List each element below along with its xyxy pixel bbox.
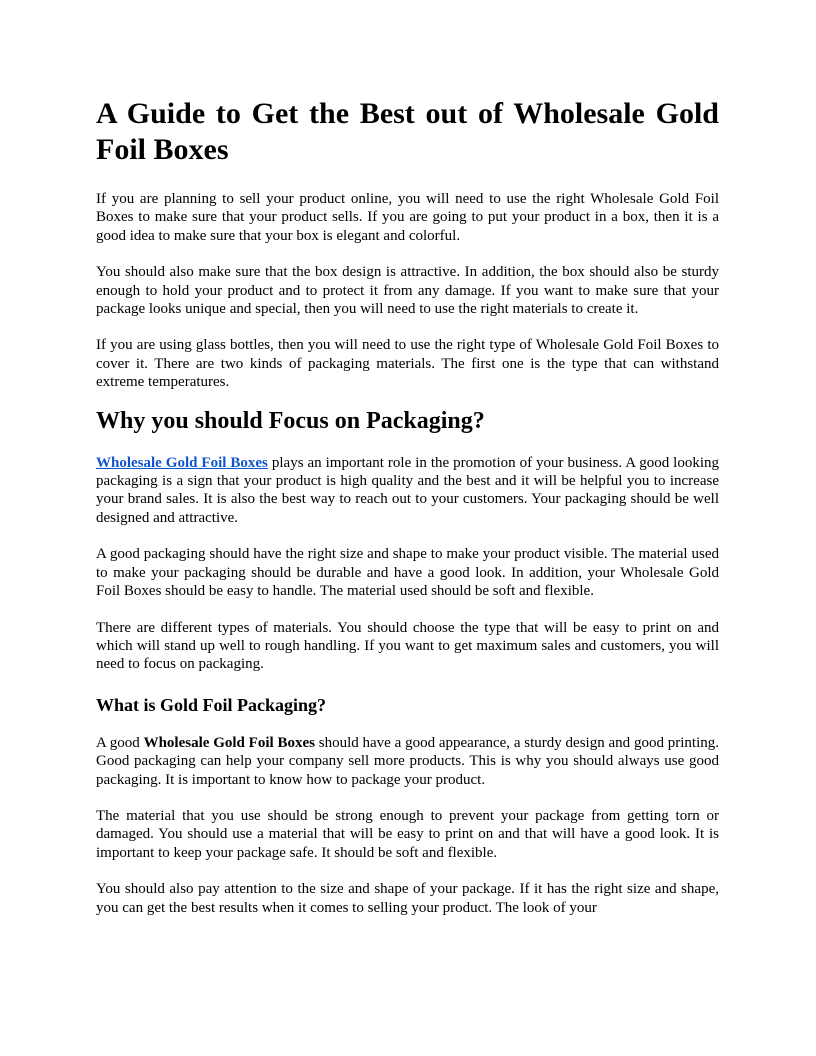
section-heading-why-packaging: Why you should Focus on Packaging? [96, 407, 485, 434]
section2-paragraph-3: You should also pay attention to the size and shape of your package. If it has the right size and shape, you can get the best results when it comes to selling your product. The look of your [96, 881, 719, 916]
section2-paragraph-1-text: should have a good appearance, a sturdy design and good printing. Good packaging can help your company sell more products. This is why you should always use good packaging. It is important to know how to package your product. [96, 734, 719, 788]
intro-paragraph-2: You should also make sure that the box design is attractive. In addition, the box should also be sturdy enough to hold your product and to protect it from any damage. If you want to make sure that your package looks unique and special, then you will need to use the right materials to create it. [96, 264, 719, 318]
document-body [96, 96, 719, 917]
section2-paragraph-1-start: A good [96, 734, 144, 751]
intro-paragraph-3: If you are using glass bottles, then you will need to use the right type of Wholesale Gold Foil Boxes to cover it. There are two kinds of packaging materials. The first one is the type that can withstand extreme temperatures. [96, 337, 719, 391]
intro-paragraph-1: If you are planning to sell your product online, you will need to use the right Wholesale Gold Foil Boxes to make sure that your product sells. If you are going to put your product in a box, then it is a good idea to make sure that your box is elegant and colorful. [96, 191, 719, 244]
wholesale-gold-foil-boxes-link[interactable]: Wholesale Gold Foil Boxes [96, 454, 268, 471]
section1-paragraph-3: There are different types of materials. You should choose the type that will be easy to print on and which will stand up well to rough handling. If you want to get maximum sales and customers, you will need to focus on packaging. [96, 619, 719, 673]
section1-paragraph-1-text: plays an important role in the promotion of your business. A good looking packaging is a sign that your product is high quality and the best and it will be helpful you to increase your brand sales. It is also the best way to reach out to your customers. Your packaging should be well designed and attractive. [96, 454, 719, 526]
title-line-2: Foil Boxes [96, 133, 229, 166]
page-title [96, 96, 719, 168]
section1-paragraph-2: A good packaging should have the right size and shape to make your product visible. The material used to make your packaging should be durable and have a good look. In addition, your Wholesale Gold Foil Boxes should be easy to handle. The material used should be soft and flexible. [96, 546, 719, 600]
section1-paragraph-1 [96, 454, 719, 528]
wholesale-gold-foil-boxes-bold: Wholesale Gold Foil Boxes [143, 734, 315, 751]
section-heading-gold-foil-packaging: What is Gold Foil Packaging? [96, 694, 327, 715]
title-line-1: A Guide to Get the Best out of Wholesale Gold [96, 97, 719, 130]
section2-paragraph-1 [96, 734, 719, 789]
section2-paragraph-2: The material that you use should be strong enough to prevent your package from getting torn or damaged. You should use a material that will be easy to print on and that will have a good look. It is important to keep your package safe. It should be soft and flexible. [96, 807, 719, 861]
